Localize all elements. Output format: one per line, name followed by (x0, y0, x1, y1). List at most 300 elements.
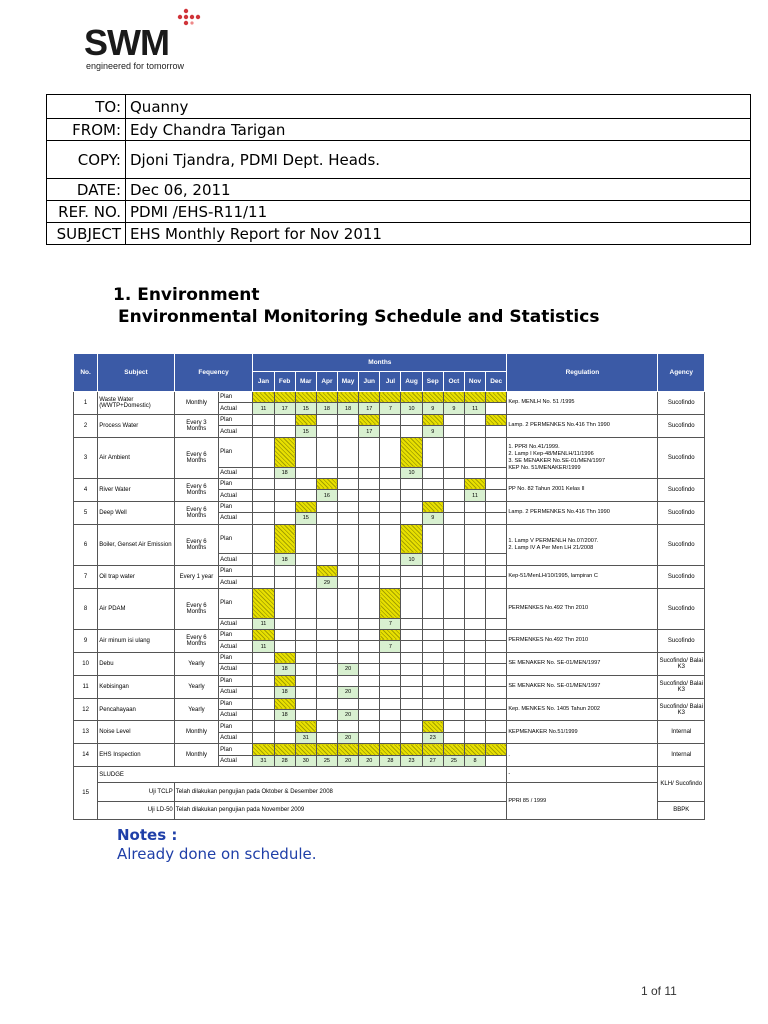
row-regulation: KEPMENAKER No.51/1999 (507, 721, 658, 744)
plan-cell (380, 524, 401, 554)
row-subject: Air Ambient (98, 437, 175, 478)
memo-row (47, 119, 751, 141)
actual-cell (274, 732, 295, 743)
plan-cell (401, 501, 422, 512)
actual-cell (486, 641, 507, 652)
actual-cell (316, 467, 337, 478)
schedule-row-plan (74, 744, 705, 755)
plan-cell (274, 501, 295, 512)
actual-cell (464, 513, 485, 524)
notes-body: Already done on schedule. (117, 845, 317, 863)
plan-cell (401, 524, 422, 554)
plan-label: Plan (219, 675, 253, 686)
actual-cell (316, 710, 337, 721)
plan-cell (443, 744, 464, 755)
plan-cell (359, 698, 380, 709)
schedule-row-plan (74, 392, 705, 403)
plan-cell (253, 744, 274, 755)
plan-cell (274, 698, 295, 709)
plan-cell (380, 588, 401, 618)
plan-cell (316, 565, 337, 576)
actual-label: Actual (219, 467, 253, 478)
actual-cell (338, 618, 359, 629)
plan-cell (338, 392, 359, 403)
plan-cell (443, 414, 464, 425)
actual-cell (338, 577, 359, 588)
actual-cell (359, 687, 380, 698)
actual-cell (295, 490, 316, 501)
plan-cell (338, 437, 359, 467)
actual-cell (316, 732, 337, 743)
memo-key: REF. NO. (47, 201, 126, 223)
actual-cell: 18 (338, 403, 359, 414)
actual-cell (464, 687, 485, 698)
plan-cell (274, 524, 295, 554)
plan-label: Plan (219, 588, 253, 618)
month-header: Feb (274, 372, 295, 392)
actual-cell (380, 490, 401, 501)
actual-cell: 18 (274, 554, 295, 565)
row-subject: Kebisingan (98, 675, 175, 698)
plan-cell (464, 414, 485, 425)
row-agency: Sucofindo (658, 588, 705, 629)
month-header: Jun (359, 372, 380, 392)
actual-cell (359, 577, 380, 588)
row-frequency: Every 6 Months (174, 629, 218, 652)
actual-cell (422, 710, 443, 721)
actual-cell (295, 618, 316, 629)
plan-cell (422, 524, 443, 554)
month-header: Jan (253, 372, 274, 392)
actual-cell: 28 (274, 755, 295, 766)
row-frequency: Every 6 Months (174, 524, 218, 565)
plan-cell (274, 744, 295, 755)
actual-cell (359, 710, 380, 721)
actual-cell (422, 664, 443, 675)
actual-cell (464, 467, 485, 478)
plan-label: Plan (219, 698, 253, 709)
plan-label: Plan (219, 629, 253, 640)
plan-cell (274, 414, 295, 425)
actual-cell (464, 710, 485, 721)
actual-cell (338, 467, 359, 478)
actual-label: Actual (219, 577, 253, 588)
month-header: Jul (380, 372, 401, 392)
plan-cell (401, 721, 422, 732)
actual-cell (253, 577, 274, 588)
plan-cell (464, 565, 485, 576)
actual-cell: 18 (274, 467, 295, 478)
plan-cell (359, 565, 380, 576)
actual-cell: 11 (253, 403, 274, 414)
plan-cell (422, 437, 443, 467)
row-regulation: Lamp. 2 PERMENKES No.416 Thn 1990 (507, 501, 658, 524)
row-subject: Air PDAM (98, 588, 175, 629)
schedule-row-plan (74, 501, 705, 512)
row-agency: Sucofindo (658, 524, 705, 565)
actual-cell (253, 710, 274, 721)
row-agency: Sucofindo (658, 629, 705, 652)
row-subject: Process Water (98, 414, 175, 437)
actual-cell (274, 490, 295, 501)
plan-cell (464, 698, 485, 709)
actual-label: Actual (219, 641, 253, 652)
plan-cell (380, 392, 401, 403)
actual-cell: 7 (380, 403, 401, 414)
actual-cell (443, 513, 464, 524)
plan-cell (253, 629, 274, 640)
plan-cell (295, 501, 316, 512)
schedule-row-sludge (74, 783, 705, 801)
page-number: 1 of 11 (641, 984, 677, 998)
actual-cell (422, 687, 443, 698)
plan-cell (359, 501, 380, 512)
plan-cell (380, 698, 401, 709)
row-no: 11 (74, 675, 98, 698)
actual-cell (253, 490, 274, 501)
plan-cell (443, 524, 464, 554)
memo-row (47, 223, 751, 245)
schedule-row-sludge (74, 767, 705, 783)
plan-cell (253, 698, 274, 709)
section-subtitle: Environmental Monitoring Schedule and Statistics (118, 307, 600, 327)
actual-cell: 23 (401, 755, 422, 766)
plan-cell (338, 744, 359, 755)
plan-cell (359, 524, 380, 554)
actual-cell: 11 (253, 641, 274, 652)
plan-cell (295, 524, 316, 554)
actual-cell: 25 (443, 755, 464, 766)
memo-row (47, 141, 751, 179)
month-header: Sep (422, 372, 443, 392)
plan-cell (380, 501, 401, 512)
row-agency: Sucofindo (658, 437, 705, 478)
row-agency: Sucofindo/ Balai K3 (658, 652, 705, 675)
actual-label: Actual (219, 755, 253, 766)
row-frequency: Every 6 Months (174, 501, 218, 524)
month-header: Mar (295, 372, 316, 392)
actual-cell (316, 664, 337, 675)
actual-label: Actual (219, 732, 253, 743)
plan-cell (486, 588, 507, 618)
plan-cell (295, 721, 316, 732)
actual-cell (295, 577, 316, 588)
actual-cell (422, 467, 443, 478)
section-title: 1. Environment (113, 285, 260, 305)
actual-cell (380, 687, 401, 698)
plan-cell (380, 478, 401, 489)
actual-cell (486, 426, 507, 437)
plan-cell (422, 652, 443, 663)
row-regulation: - (507, 767, 658, 783)
actual-cell (338, 513, 359, 524)
actual-cell (443, 732, 464, 743)
plan-cell (274, 588, 295, 618)
plan-cell (422, 414, 443, 425)
schedule-row-plan (74, 698, 705, 709)
logo-brand: SWM (84, 22, 169, 63)
actual-cell: 17 (359, 403, 380, 414)
plan-cell (316, 675, 337, 686)
actual-cell: 7 (380, 641, 401, 652)
row-regulation: PERMENKES No.492 Thn 2010 (507, 588, 658, 629)
plan-cell (253, 652, 274, 663)
sludge-test-ld50-note: Telah dilakukan pengujian pada November 2009 (174, 801, 507, 820)
row-no: 3 (74, 437, 98, 478)
row-subject: Boiler, Genset Air Emission (98, 524, 175, 565)
actual-cell (380, 710, 401, 721)
actual-cell (443, 426, 464, 437)
plan-cell (443, 565, 464, 576)
actual-cell (486, 467, 507, 478)
actual-cell (380, 554, 401, 565)
plan-label: Plan (219, 652, 253, 663)
plan-label: Plan (219, 565, 253, 576)
row-subject: Air minum isi ulang (98, 629, 175, 652)
plan-cell (380, 629, 401, 640)
actual-cell (401, 490, 422, 501)
actual-cell (422, 641, 443, 652)
actual-cell (359, 513, 380, 524)
plan-cell (464, 437, 485, 467)
actual-cell: 10 (401, 403, 422, 414)
col-agency: Agency (658, 354, 705, 392)
plan-cell (253, 524, 274, 554)
memo-value: Edy Chandra Tarigan (126, 119, 751, 141)
plan-cell (401, 652, 422, 663)
actual-cell (486, 687, 507, 698)
actual-cell (380, 664, 401, 675)
actual-cell: 27 (422, 755, 443, 766)
col-regulation: Regulation (507, 354, 658, 392)
plan-cell (295, 675, 316, 686)
plan-cell (422, 698, 443, 709)
row-regulation: Kep. MENKES No. 1405 Tahun 2002 (507, 698, 658, 721)
actual-cell (295, 687, 316, 698)
plan-label: Plan (219, 744, 253, 755)
row-frequency: Every 3 Months (174, 414, 218, 437)
plan-cell (422, 744, 443, 755)
actual-cell (380, 513, 401, 524)
plan-label: Plan (219, 524, 253, 554)
actual-cell (316, 641, 337, 652)
plan-cell (401, 744, 422, 755)
actual-cell (401, 687, 422, 698)
actual-cell: 11 (464, 490, 485, 501)
notes-title: Notes : (117, 826, 178, 844)
actual-cell (316, 687, 337, 698)
actual-cell (253, 467, 274, 478)
actual-cell (359, 490, 380, 501)
plan-cell (295, 437, 316, 467)
plan-cell (443, 721, 464, 732)
actual-label: Actual (219, 687, 253, 698)
row-agency: Internal (658, 744, 705, 767)
plan-cell (295, 744, 316, 755)
plan-cell (464, 721, 485, 732)
plan-cell (253, 392, 274, 403)
plan-cell (316, 652, 337, 663)
actual-cell (253, 513, 274, 524)
actual-cell (274, 426, 295, 437)
plan-cell (359, 744, 380, 755)
actual-cell: 23 (422, 732, 443, 743)
row-no: 2 (74, 414, 98, 437)
plan-cell (380, 565, 401, 576)
plan-cell (464, 392, 485, 403)
actual-cell: 30 (295, 755, 316, 766)
plan-cell (443, 437, 464, 467)
sludge-test-tclp-note: Telah dilakukan pengujian pada Oktober & Desember 2008 (174, 783, 507, 801)
plan-cell (338, 588, 359, 618)
row-no: 13 (74, 721, 98, 744)
actual-cell: 31 (253, 755, 274, 766)
col-frequency: Fequency (174, 354, 253, 392)
schedule-row-plan (74, 478, 705, 489)
actual-cell (486, 490, 507, 501)
plan-cell (486, 478, 507, 489)
actual-cell (253, 426, 274, 437)
memo-value: EHS Monthly Report for Nov 2011 (126, 223, 751, 245)
plan-cell (464, 501, 485, 512)
plan-label: Plan (219, 392, 253, 403)
actual-cell (422, 618, 443, 629)
actual-cell (486, 403, 507, 414)
actual-cell (253, 687, 274, 698)
actual-cell: 10 (401, 554, 422, 565)
actual-cell (401, 426, 422, 437)
actual-cell (359, 618, 380, 629)
plan-cell (422, 675, 443, 686)
plan-cell (401, 629, 422, 640)
plan-cell (316, 744, 337, 755)
row-agency: Sucofindo/ Balai K3 (658, 698, 705, 721)
actual-cell (443, 577, 464, 588)
month-header: Dec (486, 372, 507, 392)
plan-cell (316, 721, 337, 732)
plan-cell (443, 478, 464, 489)
plan-cell (401, 437, 422, 467)
row-regulation: PERMENKES No.492 Thn 2010 (507, 629, 658, 652)
row-no: 6 (74, 524, 98, 565)
plan-cell (359, 629, 380, 640)
plan-cell (443, 588, 464, 618)
row-regulation: SE MENAKER No. SE-01/MEN/1997 (507, 675, 658, 698)
actual-cell (464, 732, 485, 743)
actual-cell (295, 710, 316, 721)
memo-value: PDMI /EHS-R11/11 (126, 201, 751, 223)
plan-cell (464, 744, 485, 755)
actual-label: Actual (219, 403, 253, 414)
row-frequency: Yearly (174, 698, 218, 721)
row-agency: BBPK (658, 801, 705, 820)
plan-cell (464, 588, 485, 618)
plan-cell (316, 501, 337, 512)
actual-cell (359, 664, 380, 675)
row-subject: Oil trap water (98, 565, 175, 588)
actual-cell (486, 710, 507, 721)
actual-cell (338, 554, 359, 565)
month-header: Apr (316, 372, 337, 392)
month-header: Nov (464, 372, 485, 392)
row-regulation: 1. Lamp V PERMENLH No.07/2007. 2. Lamp IV A Per Men LH 21/2008 (507, 524, 658, 565)
actual-label: Actual (219, 664, 253, 675)
row-subject: Debu (98, 652, 175, 675)
plan-cell (443, 392, 464, 403)
row-regulation: . (507, 744, 658, 767)
sludge-test-tclp: Uji TCLP (98, 783, 175, 801)
plan-cell (401, 588, 422, 618)
plan-cell (359, 721, 380, 732)
actual-cell: 20 (338, 755, 359, 766)
row-no: 14 (74, 744, 98, 767)
actual-cell: 10 (401, 467, 422, 478)
plan-cell (443, 629, 464, 640)
plan-cell (422, 721, 443, 732)
actual-cell (295, 467, 316, 478)
actual-cell (401, 513, 422, 524)
plan-label: Plan (219, 721, 253, 732)
sludge-test-ld50: Uji LD-50 (98, 801, 175, 820)
actual-cell (253, 732, 274, 743)
actual-cell: 8 (464, 755, 485, 766)
plan-cell (253, 501, 274, 512)
plan-cell (316, 392, 337, 403)
memo-key: DATE: (47, 179, 126, 201)
actual-cell (338, 490, 359, 501)
plan-cell (443, 698, 464, 709)
actual-cell (486, 732, 507, 743)
actual-cell (274, 577, 295, 588)
actual-cell (422, 577, 443, 588)
actual-cell (486, 755, 507, 766)
plan-label: Plan (219, 437, 253, 467)
actual-cell (443, 554, 464, 565)
actual-cell (401, 641, 422, 652)
plan-cell (359, 588, 380, 618)
actual-cell: 20 (338, 732, 359, 743)
actual-label: Actual (219, 710, 253, 721)
actual-cell: 17 (274, 403, 295, 414)
actual-cell: 20 (338, 710, 359, 721)
actual-cell (486, 554, 507, 565)
row-subject: Pencahayaan (98, 698, 175, 721)
month-header: Aug (401, 372, 422, 392)
actual-cell (316, 554, 337, 565)
actual-cell (401, 577, 422, 588)
row-subject: Deep Well (98, 501, 175, 524)
row-frequency: Monthly (174, 392, 218, 415)
actual-cell (464, 577, 485, 588)
actual-cell: 15 (295, 426, 316, 437)
actual-cell: 25 (316, 755, 337, 766)
schedule-row-plan (74, 675, 705, 686)
plan-cell (359, 414, 380, 425)
plan-label: Plan (219, 501, 253, 512)
actual-label: Actual (219, 513, 253, 524)
actual-cell (464, 664, 485, 675)
plan-cell (359, 652, 380, 663)
actual-cell: 28 (380, 755, 401, 766)
plan-cell (464, 478, 485, 489)
plan-cell (359, 392, 380, 403)
plan-cell (443, 652, 464, 663)
plan-cell (486, 565, 507, 576)
row-regulation: PPRI 85 / 1999 (507, 783, 658, 820)
row-regulation: 1. PPRI No.41/1999. 2. Lamp I Kep-48/MENLH/11/1996 3. SE MENAKER No.SE-01/MEN/1997 KEP No. 51/MENAKER/1999 (507, 437, 658, 478)
col-months: Months (253, 354, 507, 372)
actual-cell (359, 554, 380, 565)
